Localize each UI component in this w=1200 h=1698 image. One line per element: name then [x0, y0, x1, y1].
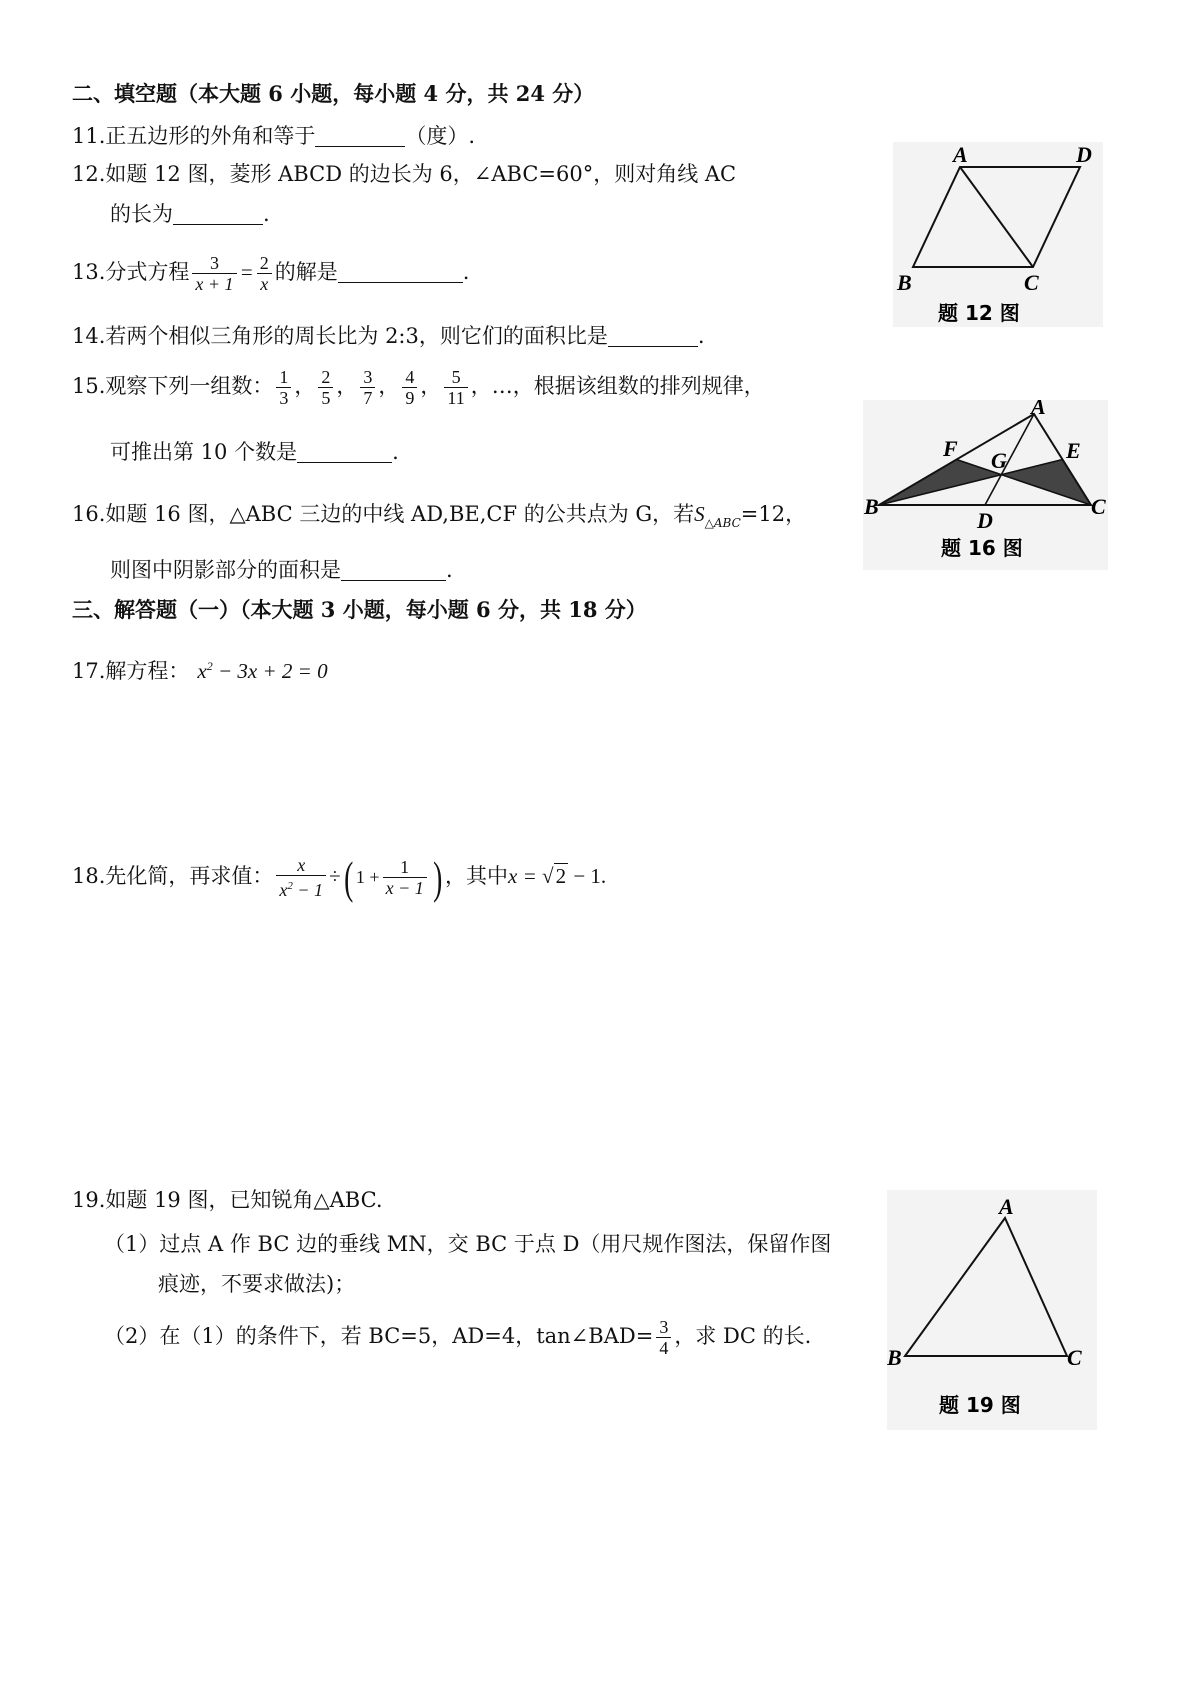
figure-12-caption: 题 12 图: [938, 301, 1020, 325]
answer-blank-11[interactable]: [315, 124, 405, 147]
answer-blank-12[interactable]: [173, 202, 263, 225]
q15-fraction-3: $\frac{3}{7}$: [360, 367, 375, 408]
section-2-title: 二、填空题（本大题 6 小题，每小题 4 分，共 24 分）: [72, 81, 595, 106]
label-d: D: [977, 508, 993, 533]
question-13: 13.分式方程 $\frac{3}{x + 1}$ = $\frac{2}{x}$ 的解是 .: [72, 253, 470, 294]
label-c: C: [1067, 1345, 1082, 1370]
q15-fraction-1: $\frac{1}{3}$: [276, 367, 291, 408]
q15-fraction-2: $\frac{2}{5}$: [318, 367, 333, 408]
question-11: [72, 122, 475, 150]
question-12-line1: 12.如题 12 图，菱形 ABCD 的边长为 6，∠ABC=60°，则对角线 AC: [72, 162, 737, 186]
q11-unit: （度）.: [405, 124, 476, 148]
answer-blank-16[interactable]: [341, 558, 446, 581]
label-d: D: [1076, 142, 1092, 167]
figure-12: [893, 142, 1103, 327]
question-15-line2: 可推出第 10 个数是 .: [110, 440, 399, 464]
q12-text: 的长为: [110, 202, 173, 226]
label-b: B: [897, 270, 912, 295]
q15-fraction-5: $\frac{5}{11}$: [444, 367, 467, 408]
q14-text: 14.若两个相似三角形的周长比为 2:3，则它们的面积比是: [72, 324, 608, 348]
answer-blank-13[interactable]: [338, 260, 463, 283]
label-e: E: [1066, 438, 1081, 463]
label-a: A: [999, 1194, 1014, 1219]
q18-fraction-1: $\frac{x}{x^2 - 1}$: [276, 855, 326, 900]
label-c: C: [1091, 494, 1106, 519]
q15-text: 15.观察下列一组数：: [72, 374, 274, 398]
section-3-title: 三、解答题（一）（本大题 3 小题，每小题 6 分，共 18 分）: [72, 597, 647, 622]
question-16-line1: 16.如题 16 图，△ABC 三边的中线 AD,BE,CF 的公共点为 G，若$S_{\triangle ABC}=12$，: [72, 502, 807, 530]
label-b: B: [864, 494, 879, 519]
question-19-part1-line1: （1）过点 A 作 BC 边的垂线 MN，交 BC 于点 D（用尺规作图法，保留作图: [104, 1232, 832, 1256]
question-14: 14.若两个相似三角形的周长比为 2:3，则它们的面积比是 .: [72, 324, 705, 348]
question-18: 18.先化简，再求值： $\frac{x}{x^2 - 1}$ ÷( 1 + $\frac{1}{x - 1}$ ) ，其中x = √2 − 1.: [72, 851, 607, 903]
q18-fraction-2: $\frac{1}{x - 1}$: [383, 857, 427, 898]
figure-16-caption: 题 16 图: [941, 536, 1023, 560]
label-a: A: [1031, 400, 1046, 419]
label-g: G: [991, 448, 1007, 473]
q19-fraction: $\frac{3}{4}$: [656, 1317, 671, 1358]
q11-text: 11.正五边形的外角和等于: [72, 124, 316, 148]
area-symbol: S: [694, 502, 705, 526]
figure-19-caption: 题 19 图: [939, 1393, 1021, 1417]
label-f: F: [943, 436, 958, 461]
q18-value: x = √2 − 1.: [508, 864, 607, 888]
q13-fraction-right: $\frac{2}{x}$: [257, 253, 272, 294]
figure-16: [863, 400, 1108, 570]
question-16-line2: 则图中阴影部分的面积是 .: [110, 558, 453, 582]
answer-blank-15[interactable]: [297, 440, 392, 463]
question-19-part1-line2: 痕迹，不要求做法)；: [158, 1272, 356, 1296]
question-12-line2: 的长为 .: [110, 202, 270, 226]
q17-equation: $x^2 - 3x + 2 = 0$: [197, 659, 328, 683]
q15-fraction-4: $\frac{4}{9}$: [402, 367, 417, 408]
question-19-part2: （2）在（1）的条件下，若 BC=5，AD=4，tan∠BAD= $\frac{3}{4}$ ，求 DC 的长.: [104, 1317, 812, 1358]
label-a: A: [953, 142, 968, 167]
figure-19: [887, 1190, 1097, 1430]
question-17: 17.解方程： $x^2 - 3x + 2 = 0$: [72, 659, 328, 683]
label-c: C: [1024, 270, 1039, 295]
q13-fraction-left: $\frac{3}{x + 1}$: [192, 253, 236, 294]
question-15-line1: 15.观察下列一组数： $\frac{1}{3}$ ， $\frac{2}{5}$ ， $\frac{3}{7}$ ， $\frac{4}{9}$ ， $\frac{5}{11}$ ，…，根据该组数的排列规律，: [72, 367, 765, 408]
q13-text: 13.分式方程: [72, 260, 190, 284]
answer-blank-14[interactable]: [608, 324, 698, 347]
question-19-line1: 19.如题 19 图，已知锐角△ABC.: [72, 1188, 383, 1212]
label-b: B: [887, 1345, 902, 1370]
